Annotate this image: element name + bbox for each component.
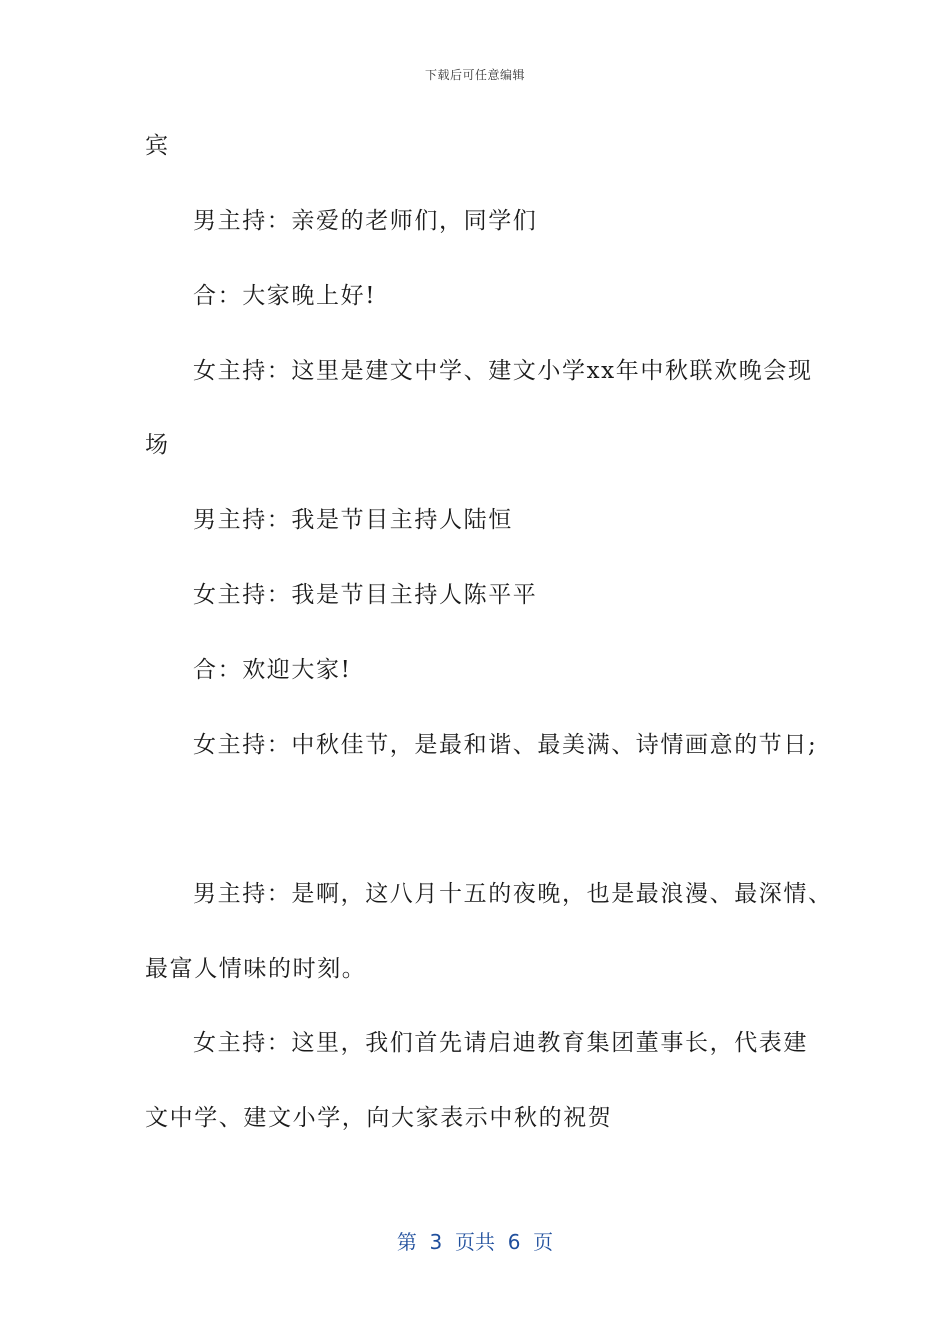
text-line: 女主持：这里是建文中学、建文小学xx年中秋联欢晚会现 (193, 358, 813, 384)
text-line: 文中学、建文小学，向大家表示中秋的祝贺 (145, 1105, 613, 1131)
text-line: 男主持：亲爱的老师们，同学们 (193, 208, 538, 234)
text-line: 女主持：这里，我们首先请启迪教育集团董事长，代表建 (193, 1030, 808, 1056)
text-line: 男主持：我是节目主持人陆恒 (193, 507, 513, 533)
text-line: 女主持：我是节目主持人陈平平 (193, 582, 538, 608)
page-header: 下载后可任意编辑 (424, 68, 525, 82)
text-line: 合：欢迎大家! (193, 657, 352, 683)
text-line: 女主持：中秋佳节，是最和谐、最美满、诗情画意的节日; (193, 732, 818, 758)
text-line: 宾 (145, 133, 170, 159)
text-line: 合：大家晚上好! (193, 283, 377, 309)
page-number-footer: 第 3 页共 6 页 (396, 1230, 554, 1254)
text-line: 男主持：是啊，这八月十五的夜晚，也是最浪漫、最深情、 (193, 881, 833, 907)
text-line: 场 (145, 432, 170, 458)
text-line: 最富人情味的时刻。 (145, 956, 367, 982)
